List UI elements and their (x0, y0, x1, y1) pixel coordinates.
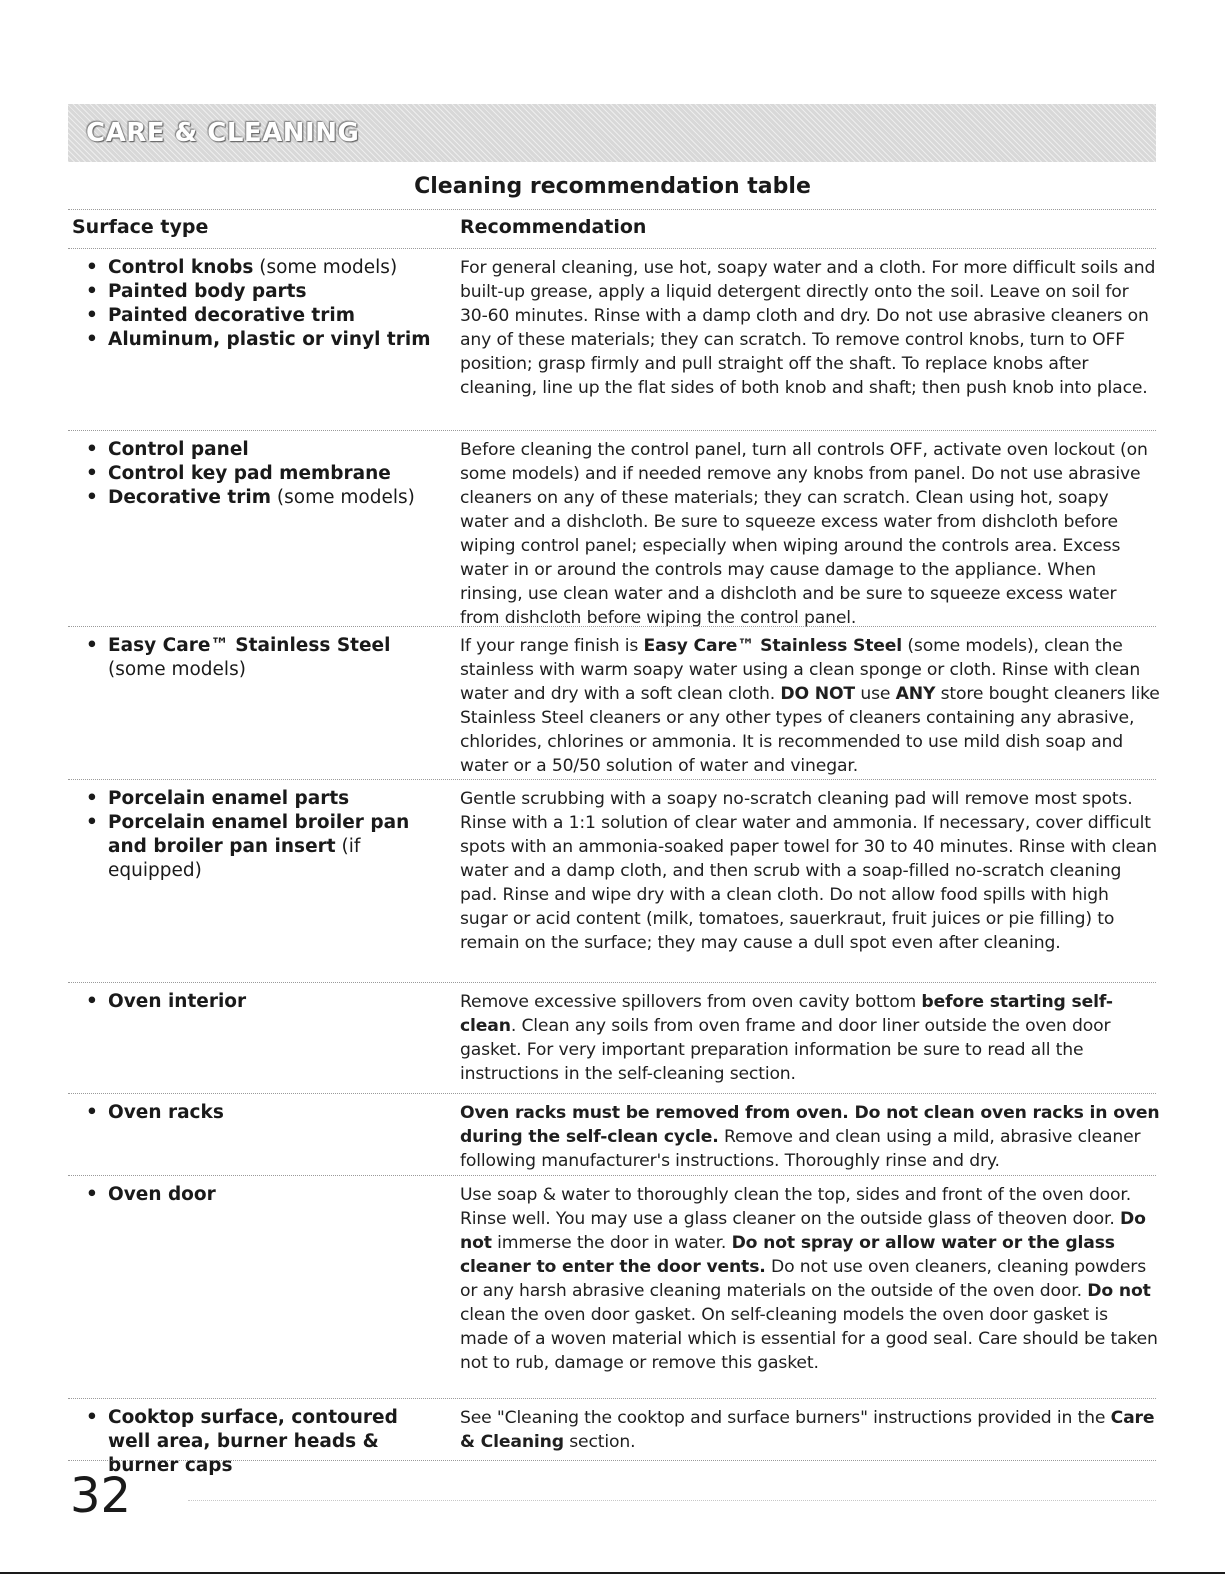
footer-rule (188, 1500, 1156, 1501)
text-segment: Remove and clean using a mild, abrasive cleaner following manufacturer's instructions. Thoroughly rinse and dry. (460, 1127, 1141, 1171)
divider (68, 248, 1156, 249)
surface-name: Aluminum, plastic or vinyl trim (108, 329, 431, 350)
text-segment: (some models), clean the stainless with warm soapy water using a clean sponge or cloth. Rinse with clean water and dry with a soft clean cloth. (460, 636, 1141, 704)
surface-item (68, 1101, 438, 1125)
text-segment: If your range finish is (460, 636, 644, 656)
recommendation-text (460, 634, 1160, 778)
surface-item (68, 438, 438, 462)
surface-name: Oven door (108, 1184, 216, 1205)
surface-name: Porcelain enamel broiler pan and broiler pan insert (108, 812, 410, 857)
surface-name: Oven racks (108, 1102, 224, 1123)
surface-name: Control panel (108, 439, 249, 460)
divider (68, 209, 1156, 210)
surface-item (68, 328, 438, 352)
surface-item (68, 256, 438, 280)
surface-list (68, 634, 438, 682)
row-divider (68, 626, 1156, 627)
surface-name: Control key pad membrane (108, 463, 391, 484)
text-segment: Before cleaning the control panel, turn all controls OFF, activate oven lockout (on some models) and if needed remove any knobs from panel. Do not use abrasive cleaners on any of these materials; they can scratch. Clean using hot, soapy water and a dishcloth. Be sure to squeeze excess water from dishcloth before wiping control panel; especially when wiping around the controls area. Excess water in or around the controls may cause damage to the appliance. When rinsing, use clean water and a dishcloth and be sure to squeeze excess water from dishcloth before wiping the control panel. (460, 440, 1148, 628)
emphasis-text: Care & Cleaning (460, 1408, 1155, 1452)
recommendation-text (460, 1406, 1160, 1454)
surface-item (68, 990, 438, 1014)
text-segment: immerse the door in water. (491, 1233, 732, 1253)
text-segment: use (855, 684, 896, 704)
surface-list (68, 1101, 438, 1125)
recommendation-header: Recommendation (460, 216, 647, 238)
surface-note: (some models) (253, 257, 398, 278)
row-divider (68, 1175, 1156, 1176)
surface-name: Oven interior (108, 991, 247, 1012)
surface-list (68, 438, 438, 510)
surface-item (68, 462, 438, 486)
recommendation-text (460, 256, 1160, 400)
surface-type-header: Surface type (72, 216, 209, 238)
recommendation-text (460, 1183, 1160, 1375)
surface-list (68, 990, 438, 1014)
surface-item (68, 1183, 438, 1207)
surface-note: (some models) (271, 487, 415, 508)
surface-name: Easy Care™ Stainless Steel (108, 635, 391, 656)
surface-note: (if equipped) (108, 836, 361, 881)
surface-item (68, 811, 438, 883)
surface-list (68, 1183, 438, 1207)
surface-item (68, 787, 438, 811)
row-divider (68, 1460, 1156, 1461)
recommendation-text (460, 990, 1160, 1086)
row-divider (68, 1093, 1156, 1094)
surface-name: Porcelain enamel parts (108, 788, 350, 809)
text-segment: section. (563, 1432, 636, 1452)
page-number: 32 (70, 1468, 132, 1524)
surface-name: Control knobs (108, 257, 254, 278)
surface-name: Painted decorative trim (108, 305, 356, 326)
text-segment: Use soap & water to thoroughly clean the top, sides and front of the oven door. Rinse well. You may use a glass cleaner on the outside glass of theoven door. (460, 1185, 1132, 1229)
recommendation-text (460, 1101, 1160, 1173)
emphasis-text: Do not spray or allow water or the glass cleaner to enter the door vents. (460, 1233, 1115, 1277)
surface-item (68, 304, 438, 328)
row-divider (68, 430, 1156, 431)
emphasis-text: Easy Care™ Stainless Steel (643, 636, 903, 656)
surface-list (68, 787, 438, 883)
emphasis-text: Do not (460, 1209, 1146, 1253)
text-segment: . Clean any soils from oven frame and door liner outside the oven door gasket. For very important preparation information be sure to read all the instructions in the self-cleaning section. (460, 1016, 1111, 1084)
surface-item (68, 634, 438, 682)
text-segment: store bought cleaners like Stainless Steel cleaners or any other types of cleaners containing any abrasive, chlorides, chlorines or ammonia. It is recommended to use mild dish soap and water or a 50/50 solution of water and vinegar. (460, 684, 1160, 776)
surface-name: Painted body parts (108, 281, 307, 302)
surface-name: Cooktop surface, contoured well area, burner heads & burner caps (108, 1407, 398, 1476)
row-divider (68, 982, 1156, 983)
bottom-rule (0, 1572, 1225, 1574)
emphasis-text: DO NOT (780, 684, 856, 704)
section-title: CARE & CLEANING (86, 118, 360, 148)
row-divider (68, 1398, 1156, 1399)
surface-item (68, 486, 438, 510)
surface-list (68, 256, 438, 352)
text-segment: See "Cleaning the cooktop and surface burners" instructions provided in the (460, 1408, 1111, 1428)
section-banner (68, 104, 1156, 162)
emphasis-text: Do not (1087, 1281, 1151, 1301)
emphasis-text: Oven racks must be removed from oven. Do not clean oven racks in oven during the self-clean cycle. (460, 1103, 1160, 1147)
text-segment: Do not use oven cleaners, cleaning powders or any harsh abrasive cleaning materials on the outside of the oven door. (460, 1257, 1147, 1301)
surface-name: Decorative trim (108, 487, 272, 508)
text-segment: clean the oven door gasket. On self-cleaning models the oven door gasket is made of a woven material which is essential for a good seal. Care should be taken not to rub, damage or remove this gasket. (460, 1305, 1158, 1373)
surface-note: (some models) (108, 659, 246, 680)
text-segment: Gentle scrubbing with a soapy no-scratch cleaning pad will remove most spots. Rinse with a 1:1 solution of clear water and ammonia. If necessary, cover difficult spots with an ammonia-soaked paper towel for 30 to 40 minutes. Rinse with clean water and a damp cloth, and then scrub with a soap-filled no-scratch cleaning pad. Rinse and wipe dry with a clean cloth. Do not allow food spills with high sugar or acid content (milk, tomatoes, sauerkraut, fruit juices or pie filling) to remain on the surface; they may cause a dull spot even after cleaning. (460, 789, 1158, 953)
emphasis-text: ANY (895, 684, 936, 704)
text-segment: For general cleaning, use hot, soapy water and a cloth. For more difficult soils and built-up grease, apply a liquid detergent directly onto the soil. Leave on soil for 30-60 minutes. Rinse with a damp cloth and dry. Do not use abrasive cleaners on any of these materials; they can scratch. To remove control knobs, turn to OFF position; grasp firmly and pull straight off the shaft. To replace knobs after cleaning, line up the flat sides of both knob and shaft; then push knob into place. (460, 258, 1156, 398)
row-divider (68, 779, 1156, 780)
text-segment: Remove excessive spillovers from oven cavity bottom (460, 992, 922, 1012)
surface-item (68, 280, 438, 304)
emphasis-text: before starting self-clean (460, 992, 1113, 1036)
recommendation-text (460, 787, 1160, 955)
table-title: Cleaning recommendation table (414, 174, 811, 199)
recommendation-text (460, 438, 1160, 630)
